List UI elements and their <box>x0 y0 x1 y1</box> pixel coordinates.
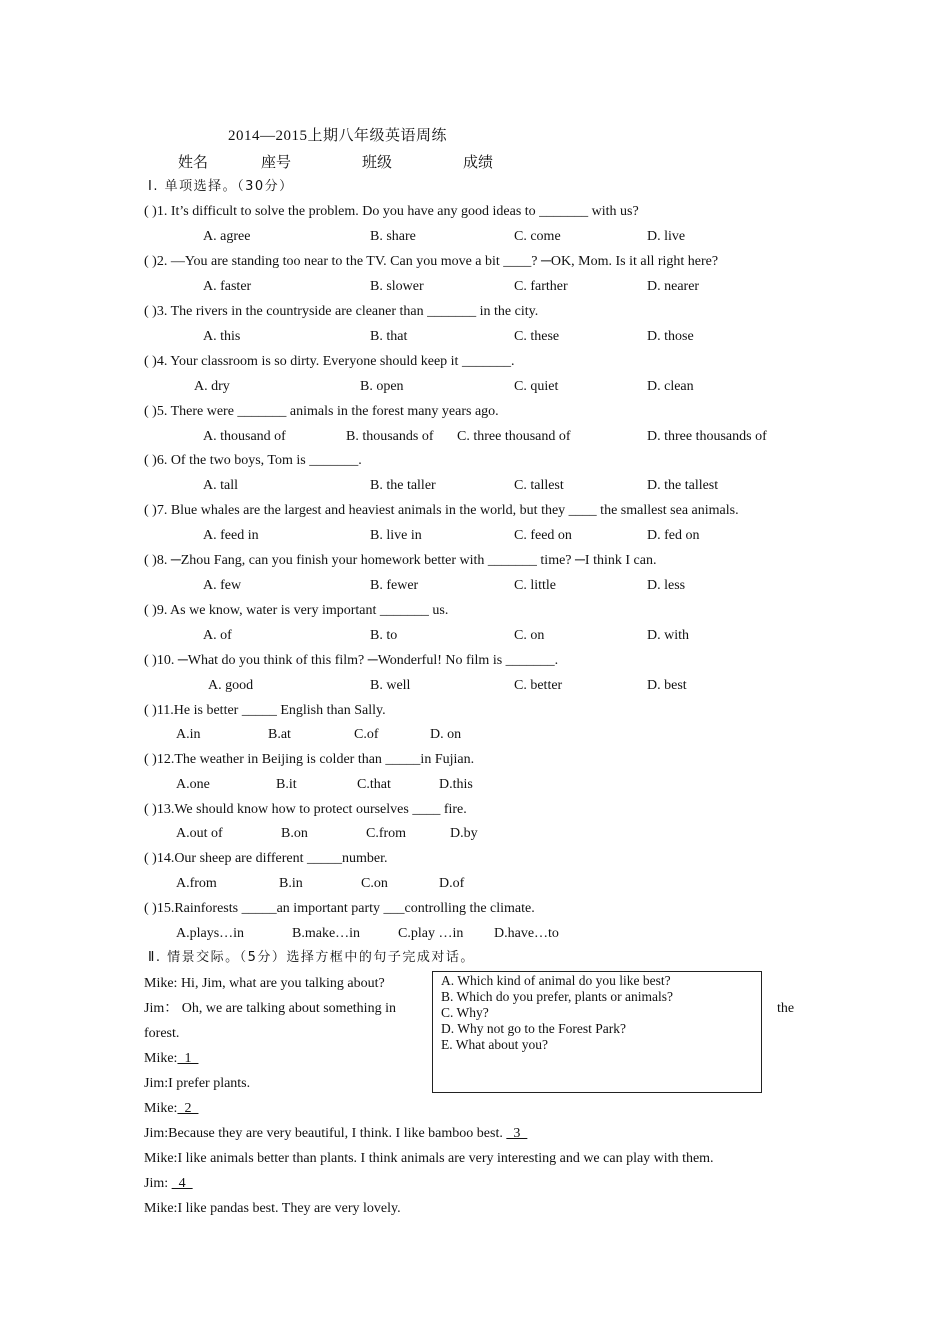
option-a: A. this <box>203 329 241 344</box>
blank-4: 4 <box>171 1176 193 1191</box>
option-a: A. faster <box>203 279 252 294</box>
option-d: D. those <box>647 329 694 344</box>
box-option-a: A. Which kind of animal do you like best? <box>441 973 671 988</box>
question-stem: ( )10. ─What do you think of this film? ─Wonderful! No film is _______. <box>144 653 559 668</box>
dialog-line <box>144 1100 198 1118</box>
option-d: D. on <box>430 727 462 742</box>
option-b: B. thousands of <box>346 429 434 444</box>
blank-2: 2 <box>177 1101 199 1116</box>
option-b: B. open <box>360 379 404 394</box>
option-a: A.in <box>176 727 201 742</box>
option-c: C. feed on <box>514 528 572 543</box>
option-a: A. of <box>203 628 232 643</box>
option-d: D.have…to <box>494 926 559 941</box>
option-c: C. three thousand of <box>457 429 571 444</box>
question-stem: ( )4. Your classroom is so dirty. Everyone should keep it _______. <box>144 354 515 369</box>
options-box <box>432 971 762 1093</box>
option-c: C. tallest <box>514 478 564 493</box>
option-c: C.from <box>366 826 407 841</box>
option-b: B.it <box>276 777 297 792</box>
option-a: A.one <box>176 777 210 792</box>
option-a: A. thousand of <box>203 429 286 444</box>
option-a: A.out of <box>176 826 223 841</box>
option-d: D. less <box>647 578 686 593</box>
header-field-name: 姓名 <box>178 153 209 171</box>
question-stem: ( )14.Our sheep are different _____number. <box>144 851 388 866</box>
box-option-c: C. Why? <box>441 1005 489 1020</box>
box-option-b: B. Which do you prefer, plants or animals? <box>441 989 674 1004</box>
blank-1: 1 <box>177 1051 199 1066</box>
dialog-line: Mike:I like animals better than plants. I think animals are very interesting and we can play with them. <box>144 1151 714 1166</box>
dialog-line <box>144 1125 527 1143</box>
option-a: A. few <box>203 578 242 593</box>
speaker: Mike: <box>144 1051 178 1066</box>
option-b: B.at <box>268 727 291 742</box>
option-c: C.on <box>361 876 388 891</box>
question-stem: ( )8. ─Zhou Fang, can you finish your homework better with _______ time? ─I think I can. <box>144 553 657 568</box>
dialog-line: forest. <box>144 1026 180 1041</box>
question-stem: ( )5. There were _______ animals in the forest many years ago. <box>144 404 499 419</box>
option-c: C. come <box>514 229 561 244</box>
option-c: C. on <box>514 628 545 643</box>
dialog-text: Jim:Because they are very beautiful, I think. I like bamboo best. <box>144 1126 507 1141</box>
question-stem: ( )11.He is better _____ English than Sally. <box>144 703 386 718</box>
speaker: Mike: <box>144 1101 178 1116</box>
option-d: D. best <box>647 678 687 693</box>
header-field-score: 成绩 <box>463 153 494 171</box>
dialog-line: Jim:I prefer plants. <box>144 1076 251 1091</box>
option-a: A. tall <box>203 478 238 493</box>
option-c: C. these <box>514 329 560 344</box>
dialog-line <box>144 1050 198 1068</box>
option-b: B. well <box>370 678 411 693</box>
dialog-line <box>144 1175 193 1193</box>
dialog-line: Mike:I like pandas best. They are very lovely. <box>144 1201 401 1216</box>
option-d: D. clean <box>647 379 694 394</box>
question-stem: ( )3. The rivers in the countryside are cleaner than _______ in the city. <box>144 304 539 319</box>
question-stem: ( )12.The weather in Beijing is colder than _____in Fujian. <box>144 752 475 767</box>
option-a: A.plays…in <box>176 926 245 941</box>
page-title: 2014—2015上期八年级英语周练 <box>228 128 448 144</box>
option-b: B.make…in <box>292 926 361 941</box>
section1-heading: Ⅰ. 单项选择。（30分） <box>148 179 294 194</box>
option-d: D. fed on <box>647 528 700 543</box>
option-b: B. slower <box>370 279 424 294</box>
section2-heading: Ⅱ. 情景交际。（5分）选择方框中的句子完成对话。 <box>148 950 475 965</box>
question-stem: ( )13.We should know how to protect ourselves ____ fire. <box>144 802 467 817</box>
option-b: B. the taller <box>370 478 436 493</box>
header-field-seat: 座号 <box>261 153 292 171</box>
option-d: D. the tallest <box>647 478 719 493</box>
option-b: B.on <box>281 826 308 841</box>
box-option-d: D. Why not go to the Forest Park? <box>441 1021 626 1036</box>
dialog-line-continuation: the <box>777 1001 795 1016</box>
option-c: C.of <box>354 727 379 742</box>
option-b: B. share <box>370 229 416 244</box>
option-d: D. with <box>647 628 689 643</box>
dialog-line: Jim： Oh, we are talking about something in <box>144 1001 396 1016</box>
option-d: D. three thousands of <box>647 429 767 444</box>
option-d: D.of <box>439 876 465 891</box>
question-stem: ( )1. It’s difficult to solve the problem. Do you have any good ideas to _______ with us? <box>144 204 639 219</box>
option-a: A. good <box>208 678 254 693</box>
option-d: D. live <box>647 229 686 244</box>
dialog-line: Mike: Hi, Jim, what are you talking about? <box>144 976 385 991</box>
question-stem: ( )15.Rainforests _____an important party ___controlling the climate. <box>144 901 535 916</box>
option-a: A. agree <box>203 229 251 244</box>
box-option-e: E. What about you? <box>441 1037 548 1052</box>
option-c: C. quiet <box>514 379 559 394</box>
option-c: C. farther <box>514 279 568 294</box>
option-c: C. better <box>514 678 563 693</box>
option-b: B. to <box>370 628 398 643</box>
option-c: C. little <box>514 578 556 593</box>
option-d: D.this <box>439 777 473 792</box>
question-stem: ( )7. Blue whales are the largest and heaviest animals in the world, but they ____ the smallest sea animals. <box>144 503 739 518</box>
option-a: A.from <box>176 876 217 891</box>
option-d: D. nearer <box>647 279 700 294</box>
option-c: C.that <box>357 777 391 792</box>
option-a: A. feed in <box>203 528 259 543</box>
option-c: C.play …in <box>398 926 464 941</box>
header-field-class: 班级 <box>362 153 393 171</box>
question-stem: ( )6. Of the two boys, Tom is _______. <box>144 453 362 468</box>
option-b: B.in <box>279 876 303 891</box>
option-b: B. fewer <box>370 578 419 593</box>
question-stem: ( )9. As we know, water is very important _______ us. <box>144 603 449 618</box>
blank-3: 3 <box>506 1126 528 1141</box>
option-b: B. that <box>370 329 408 344</box>
speaker: Jim: <box>144 1176 172 1191</box>
option-b: B. live in <box>370 528 422 543</box>
option-a: A. dry <box>194 379 230 394</box>
question-stem: ( )2. —You are standing too near to the TV. Can you move a bit ____? ─OK, Mom. Is it all right here? <box>144 254 719 269</box>
option-d: D.by <box>450 826 478 841</box>
